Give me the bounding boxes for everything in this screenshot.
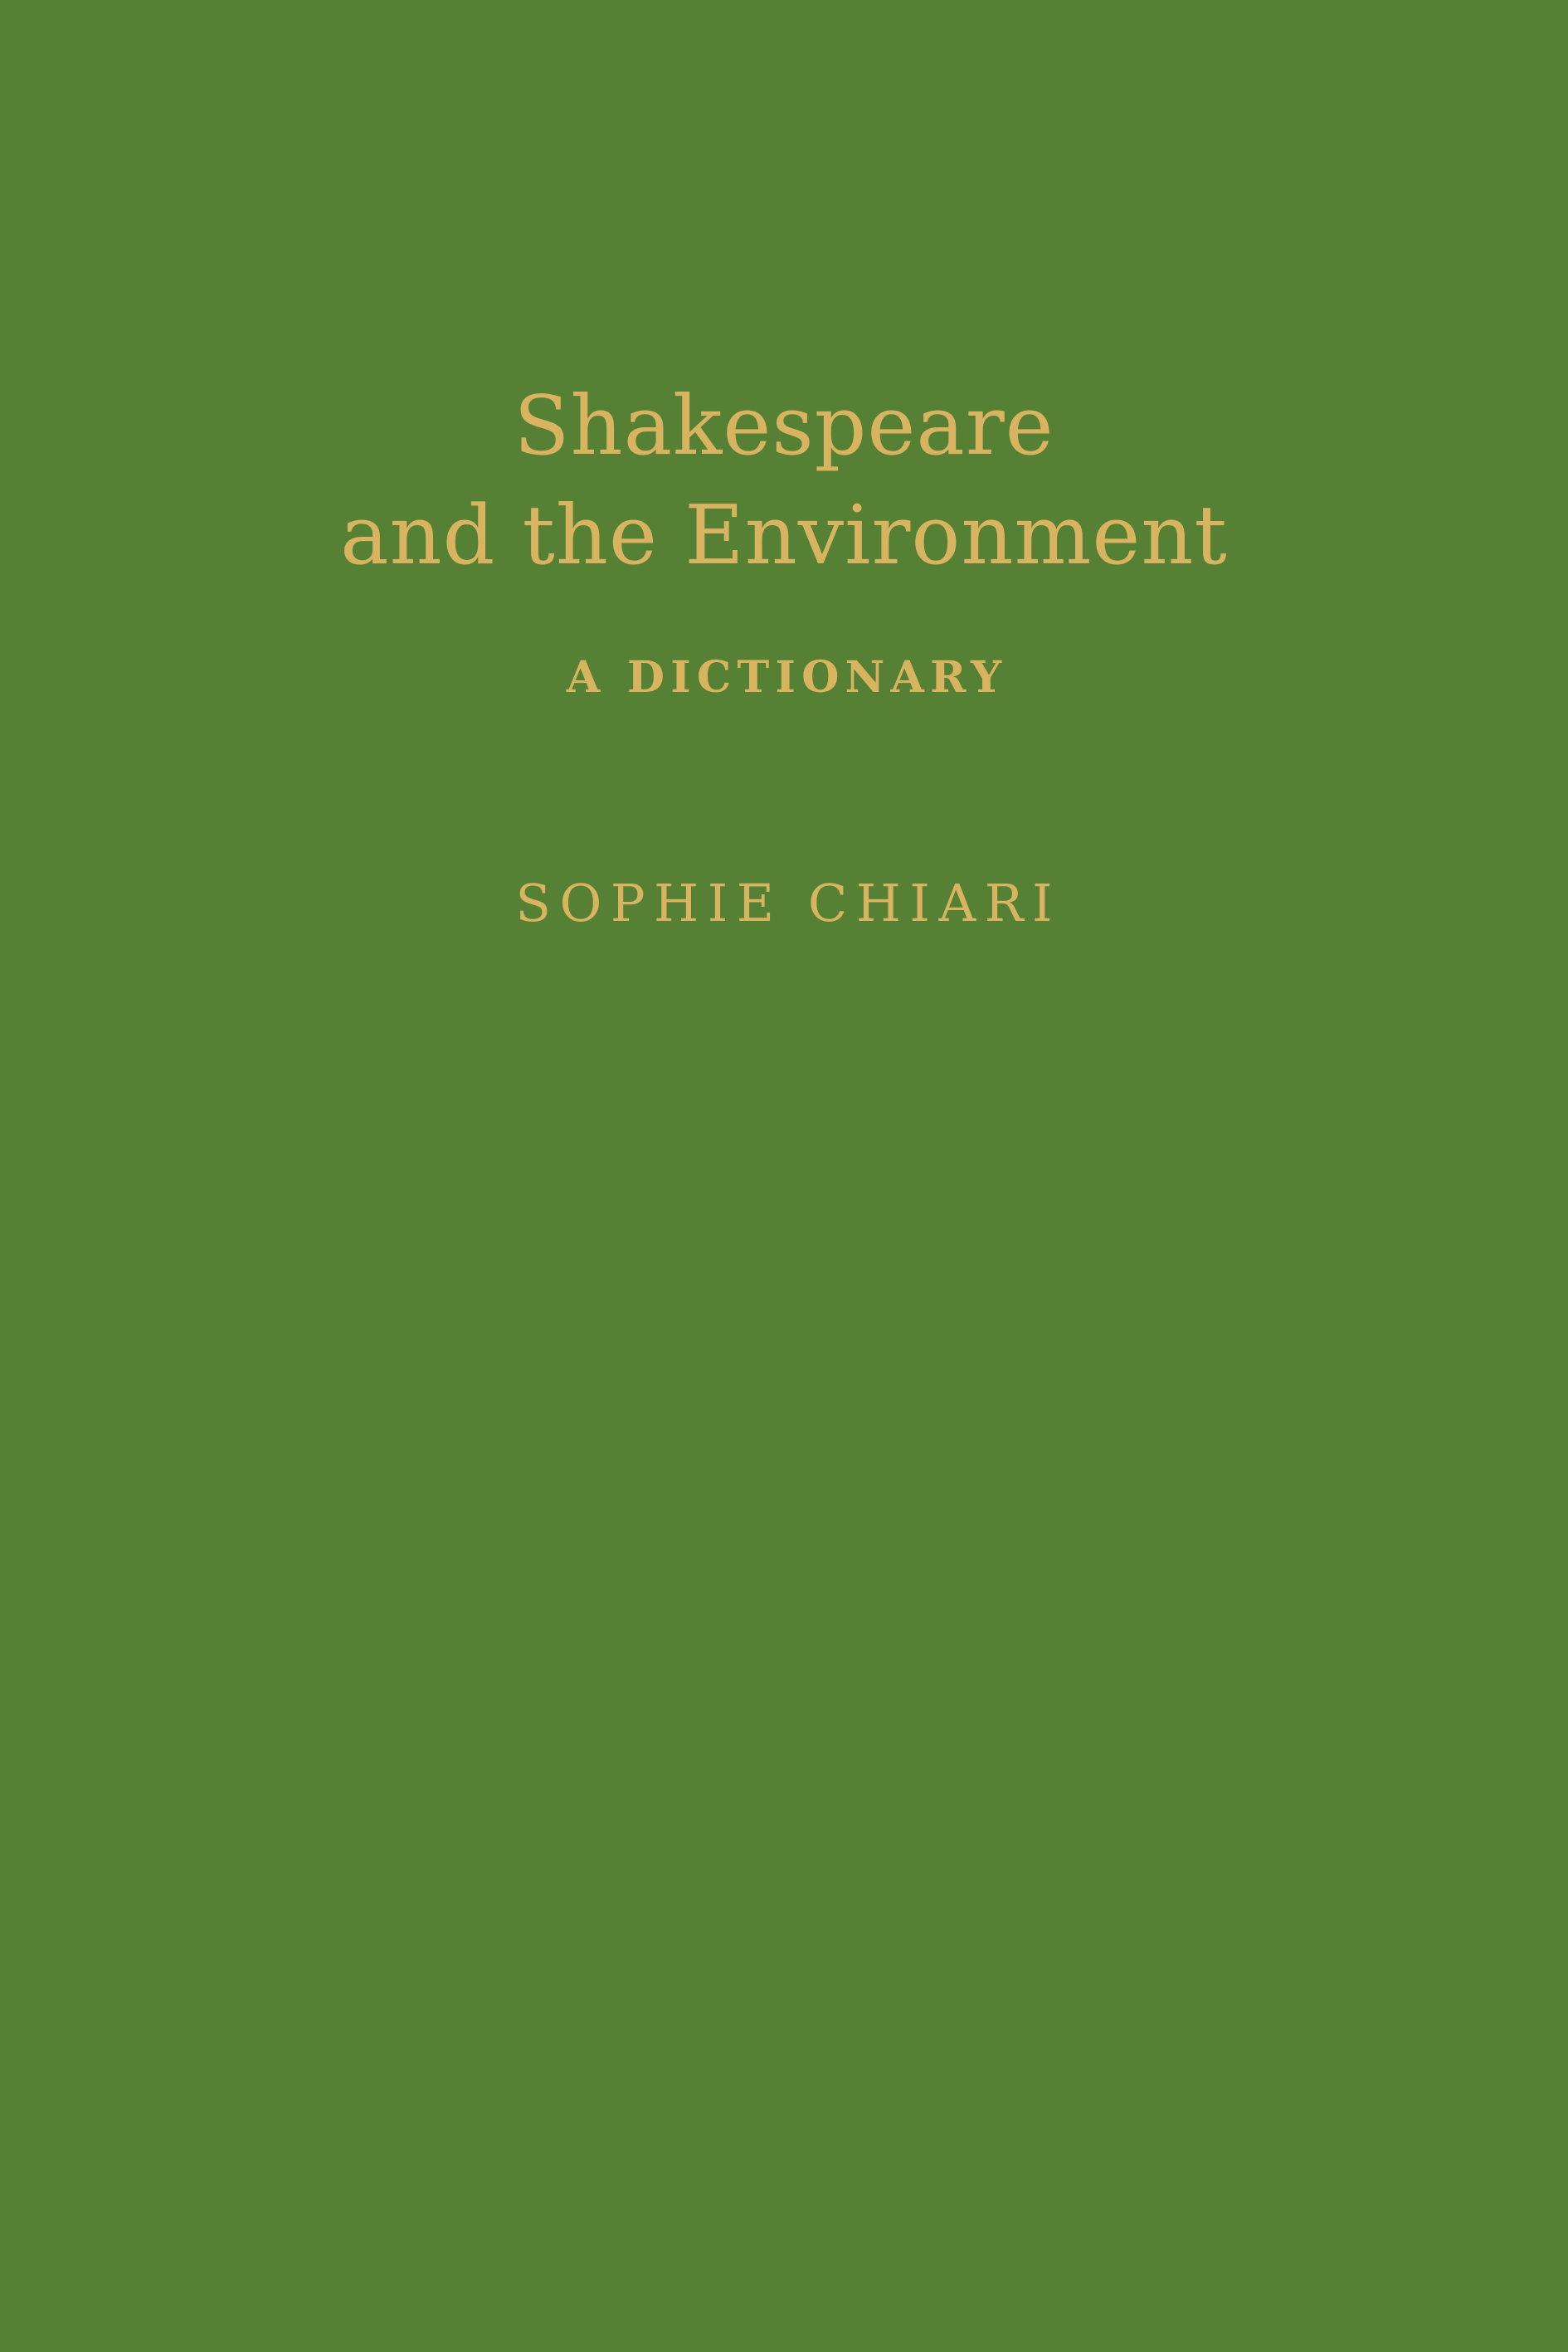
book-title [0, 372, 1568, 591]
book-title-line-2: and the Environment [340, 489, 1228, 583]
book-subtitle: A DICTIONARY [566, 652, 1008, 703]
book-title-line-1: Shakespeare [514, 379, 1054, 474]
book-author: SOPHIE CHIARI [515, 873, 1062, 933]
